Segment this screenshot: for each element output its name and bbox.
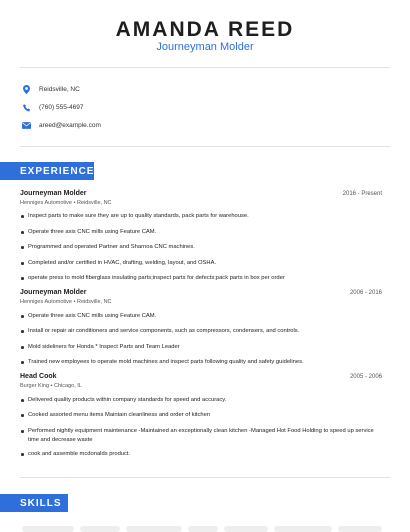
list-item: Install or repair air conditioners and service components, such as compressors, condensers, and controls. — [20, 327, 380, 336]
job-entry — [20, 289, 382, 305]
contact-phone — [22, 103, 83, 112]
job-title: Head Cook — [20, 373, 57, 380]
list-item: Operate three axis CNC mills using Feature CAM. — [20, 228, 380, 237]
job-location: Chicago, IL — [54, 383, 82, 389]
skill-tag — [80, 526, 120, 532]
job-company-line — [20, 200, 382, 206]
job-entry — [20, 190, 382, 206]
contact-location — [22, 85, 80, 94]
job-location: Reidsville, NC — [76, 299, 112, 305]
job-date: 2016 - Present — [342, 191, 382, 197]
map-pin-icon — [22, 85, 31, 94]
list-item: cook and assemble mcdonalds product. — [20, 450, 380, 459]
list-item: Delivered quality products within company standards for speed and accuracy. — [20, 396, 380, 405]
separator-dot: • — [73, 200, 76, 206]
job-company-line — [20, 383, 382, 389]
candidate-name: AMANDA REED — [115, 18, 295, 41]
skill-tag — [22, 526, 74, 532]
separator-dot: • — [50, 383, 53, 389]
skill-tag — [126, 526, 182, 532]
list-item: operate press to mold fiberglass insulating parts;inspect parts for defects;pack parts in box per order — [20, 274, 380, 283]
mail-icon — [22, 121, 31, 130]
list-item: Mold sideliners for Honda * Inspect Parts and Team Leader — [20, 343, 380, 352]
job-entry — [20, 373, 382, 389]
job-company-line — [20, 299, 382, 305]
phone-icon — [22, 103, 31, 112]
job-company: Henniges Automotive — [20, 299, 72, 305]
skills-heading: SKILLS — [0, 494, 68, 512]
section-divider — [20, 477, 390, 478]
contact-email-text: areed@example.com — [39, 122, 101, 129]
separator-dot: • — [73, 299, 76, 305]
experience-heading: EXPERIENCE — [0, 162, 94, 180]
job-location: Reidsville, NC — [76, 200, 112, 206]
job-company: Burger King — [20, 383, 50, 389]
list-item: Operate three axis CNC mills using Feature CAM. — [20, 312, 380, 321]
skill-tag — [188, 526, 218, 532]
list-item: Cooked assorted menu items Maintain cleanliness and order of kitchen — [20, 411, 380, 420]
list-item: Trained new employees to operate mold machines and inspect parts following quality and safety guidelines. — [20, 358, 380, 367]
contact-phone-text: (760) 555-4697 — [39, 104, 84, 111]
list-item: Completed and/or certified in HVAC, drafting, welding, layout, and OSHA. — [20, 259, 380, 268]
job-company: Henniges Automotive — [20, 200, 72, 206]
list-item: Performed nightly equipment maintenance -Maintained an exceptionally clean kitchen -Managed Hot Food Holding to speed up service time and decrease waste — [20, 427, 380, 444]
contact-email[interactable] — [22, 121, 101, 130]
job-date: 2006 - 2016 — [349, 290, 382, 296]
job-title: Journeyman Molder — [20, 289, 87, 296]
contact-location-text: Reidsville, NC — [39, 86, 80, 93]
skill-tag — [224, 526, 268, 532]
job-title: Journeyman Molder — [20, 190, 87, 197]
skill-tag — [274, 526, 332, 532]
list-item: Programmed and operated Partner and Sharnoa CNC machines. — [20, 243, 380, 252]
skill-tag — [338, 526, 382, 532]
list-item: Inspect parts to make sure they are up to quality standards, pack parts for warehouse. — [20, 212, 380, 221]
header-divider — [20, 67, 390, 68]
contact-divider — [20, 146, 390, 147]
candidate-role: Journeyman Molder — [156, 41, 254, 53]
job-date: 2005 - 2006 — [349, 374, 382, 380]
